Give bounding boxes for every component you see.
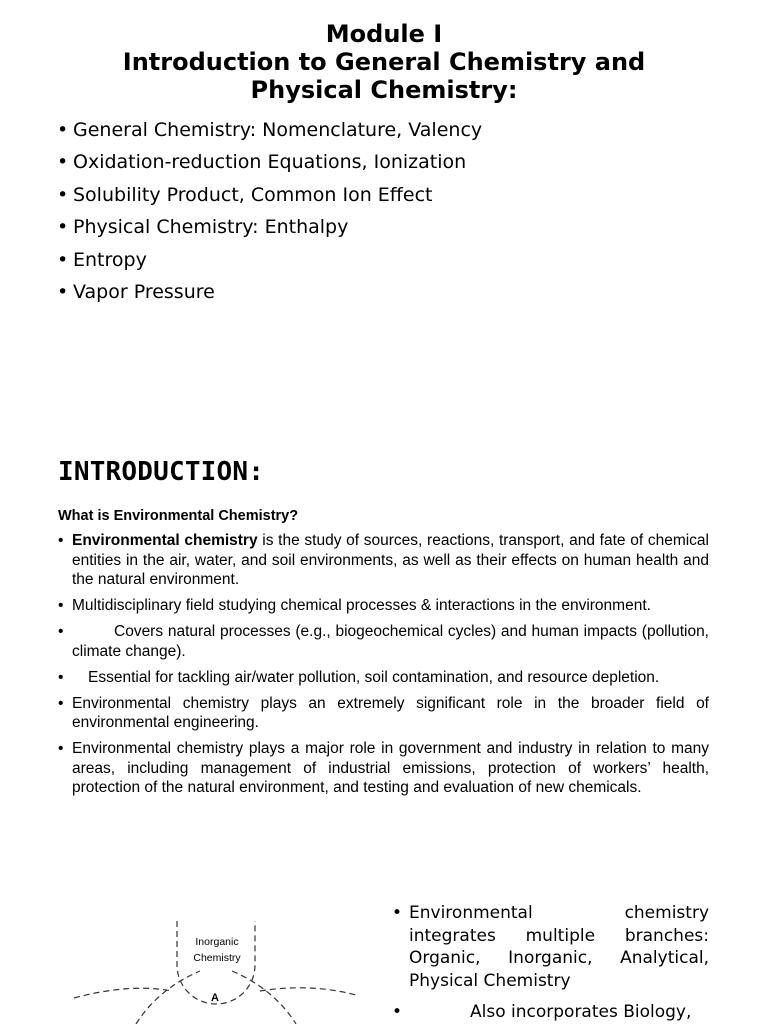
intro-point-text: Environmental chemistry plays an extremely significant role in the broader field of environmental engineering. bbox=[72, 694, 709, 731]
bullet: • bbox=[57, 248, 69, 271]
topic-text: General Chemistry: Nomenclature, Valency bbox=[73, 119, 483, 141]
inorganic-label-line-1: Inorganic bbox=[195, 936, 239, 948]
definition-body: is the study of sources, reactions, transport, and fate of chemical entities in the air, water, and soil environments, as well as their effects on human health and the natural environment. bbox=[72, 532, 710, 588]
topic-list bbox=[57, 114, 482, 308]
topic-text: Oxidation-reduction Equations, Ionization bbox=[73, 151, 467, 174]
bullet: • bbox=[392, 1002, 403, 1023]
region-label-a: A bbox=[211, 992, 219, 1004]
intro-point bbox=[58, 596, 709, 616]
side-point-text bbox=[409, 1001, 709, 1024]
topic-item bbox=[57, 211, 482, 243]
bullet: • bbox=[57, 183, 69, 206]
topic-text: Vapor Pressure bbox=[73, 281, 215, 304]
venn-diagram bbox=[60, 905, 380, 1024]
intro-point bbox=[58, 694, 709, 733]
topic-item bbox=[57, 276, 482, 308]
intro-point-text-body: Essential for tackling air/water pollution, soil contamination, and resource depletion. bbox=[88, 668, 660, 686]
intro-point bbox=[58, 622, 709, 661]
topic-text: Entropy bbox=[73, 248, 147, 271]
side-points bbox=[392, 902, 709, 1033]
bullet: • bbox=[57, 281, 69, 304]
intro-point bbox=[58, 668, 709, 688]
intro-point-text: Environmental chemistry plays a major role in government and industry in relation to many areas, including management of industrial emissions, protection of workers’ health, protection of the natural environment, and testing and evaluation of new chemicals. bbox=[72, 740, 709, 796]
bullet: • bbox=[57, 151, 69, 174]
intro-point-text: Multidisciplinary field studying chemical processes & interactions in the environment. bbox=[72, 597, 651, 614]
bullet: • bbox=[58, 668, 64, 686]
module-title-line-2: Physical Chemistry: bbox=[250, 76, 518, 104]
bullet: • bbox=[392, 903, 403, 923]
module-title bbox=[0, 20, 768, 104]
intro-point-text bbox=[72, 668, 709, 688]
definition-text bbox=[72, 531, 709, 590]
introduction-points bbox=[58, 531, 709, 804]
side-point bbox=[392, 1001, 709, 1024]
circle-arc-left bbox=[74, 988, 172, 998]
bullet: • bbox=[58, 532, 64, 549]
bullet: • bbox=[58, 623, 64, 640]
circle-arc-inner-right bbox=[232, 971, 296, 1024]
side-point-text: Environmental chemistry integrates multiple branches: Organic, Inorganic, Analytical, Physical Chemistry bbox=[409, 903, 709, 991]
topic-text: Physical Chemistry: Enthalpy bbox=[73, 216, 349, 239]
intro-point-text bbox=[72, 622, 709, 661]
bullet: • bbox=[57, 216, 69, 239]
chemistry-branches-diagram bbox=[60, 905, 380, 1024]
side-point bbox=[392, 902, 709, 992]
inorganic-label-line-2: Chemistry bbox=[193, 952, 241, 964]
intro-point bbox=[58, 531, 709, 590]
topic-text: Solubility Product, Common Ion Effect bbox=[73, 183, 433, 206]
topic-item bbox=[57, 244, 482, 276]
topic-item bbox=[57, 146, 482, 178]
question-heading: What is Environmental Chemistry? bbox=[58, 508, 299, 524]
bullet: • bbox=[58, 740, 64, 757]
module-title-line-1: Introduction to General Chemistry and bbox=[122, 48, 646, 76]
definition-term: Environmental chemistry bbox=[72, 532, 258, 549]
introduction-heading: INTRODUCTION: bbox=[58, 457, 265, 487]
module-number: Module I bbox=[325, 20, 443, 48]
bullet: • bbox=[58, 597, 64, 614]
circle-arc-right bbox=[260, 988, 356, 995]
intro-point bbox=[58, 739, 709, 798]
bullet: • bbox=[57, 119, 69, 141]
bullet: • bbox=[58, 694, 64, 712]
side-point-text-body: Also incorporates Biology, bbox=[470, 1002, 692, 1023]
topic-item bbox=[57, 114, 482, 146]
circle-arc-inner-left bbox=[136, 971, 200, 1024]
topic-item bbox=[57, 179, 482, 211]
intro-point-text-body: Covers natural processes (e.g., biogeochemical cycles) and human impacts (pollution, climate change). bbox=[72, 623, 709, 660]
